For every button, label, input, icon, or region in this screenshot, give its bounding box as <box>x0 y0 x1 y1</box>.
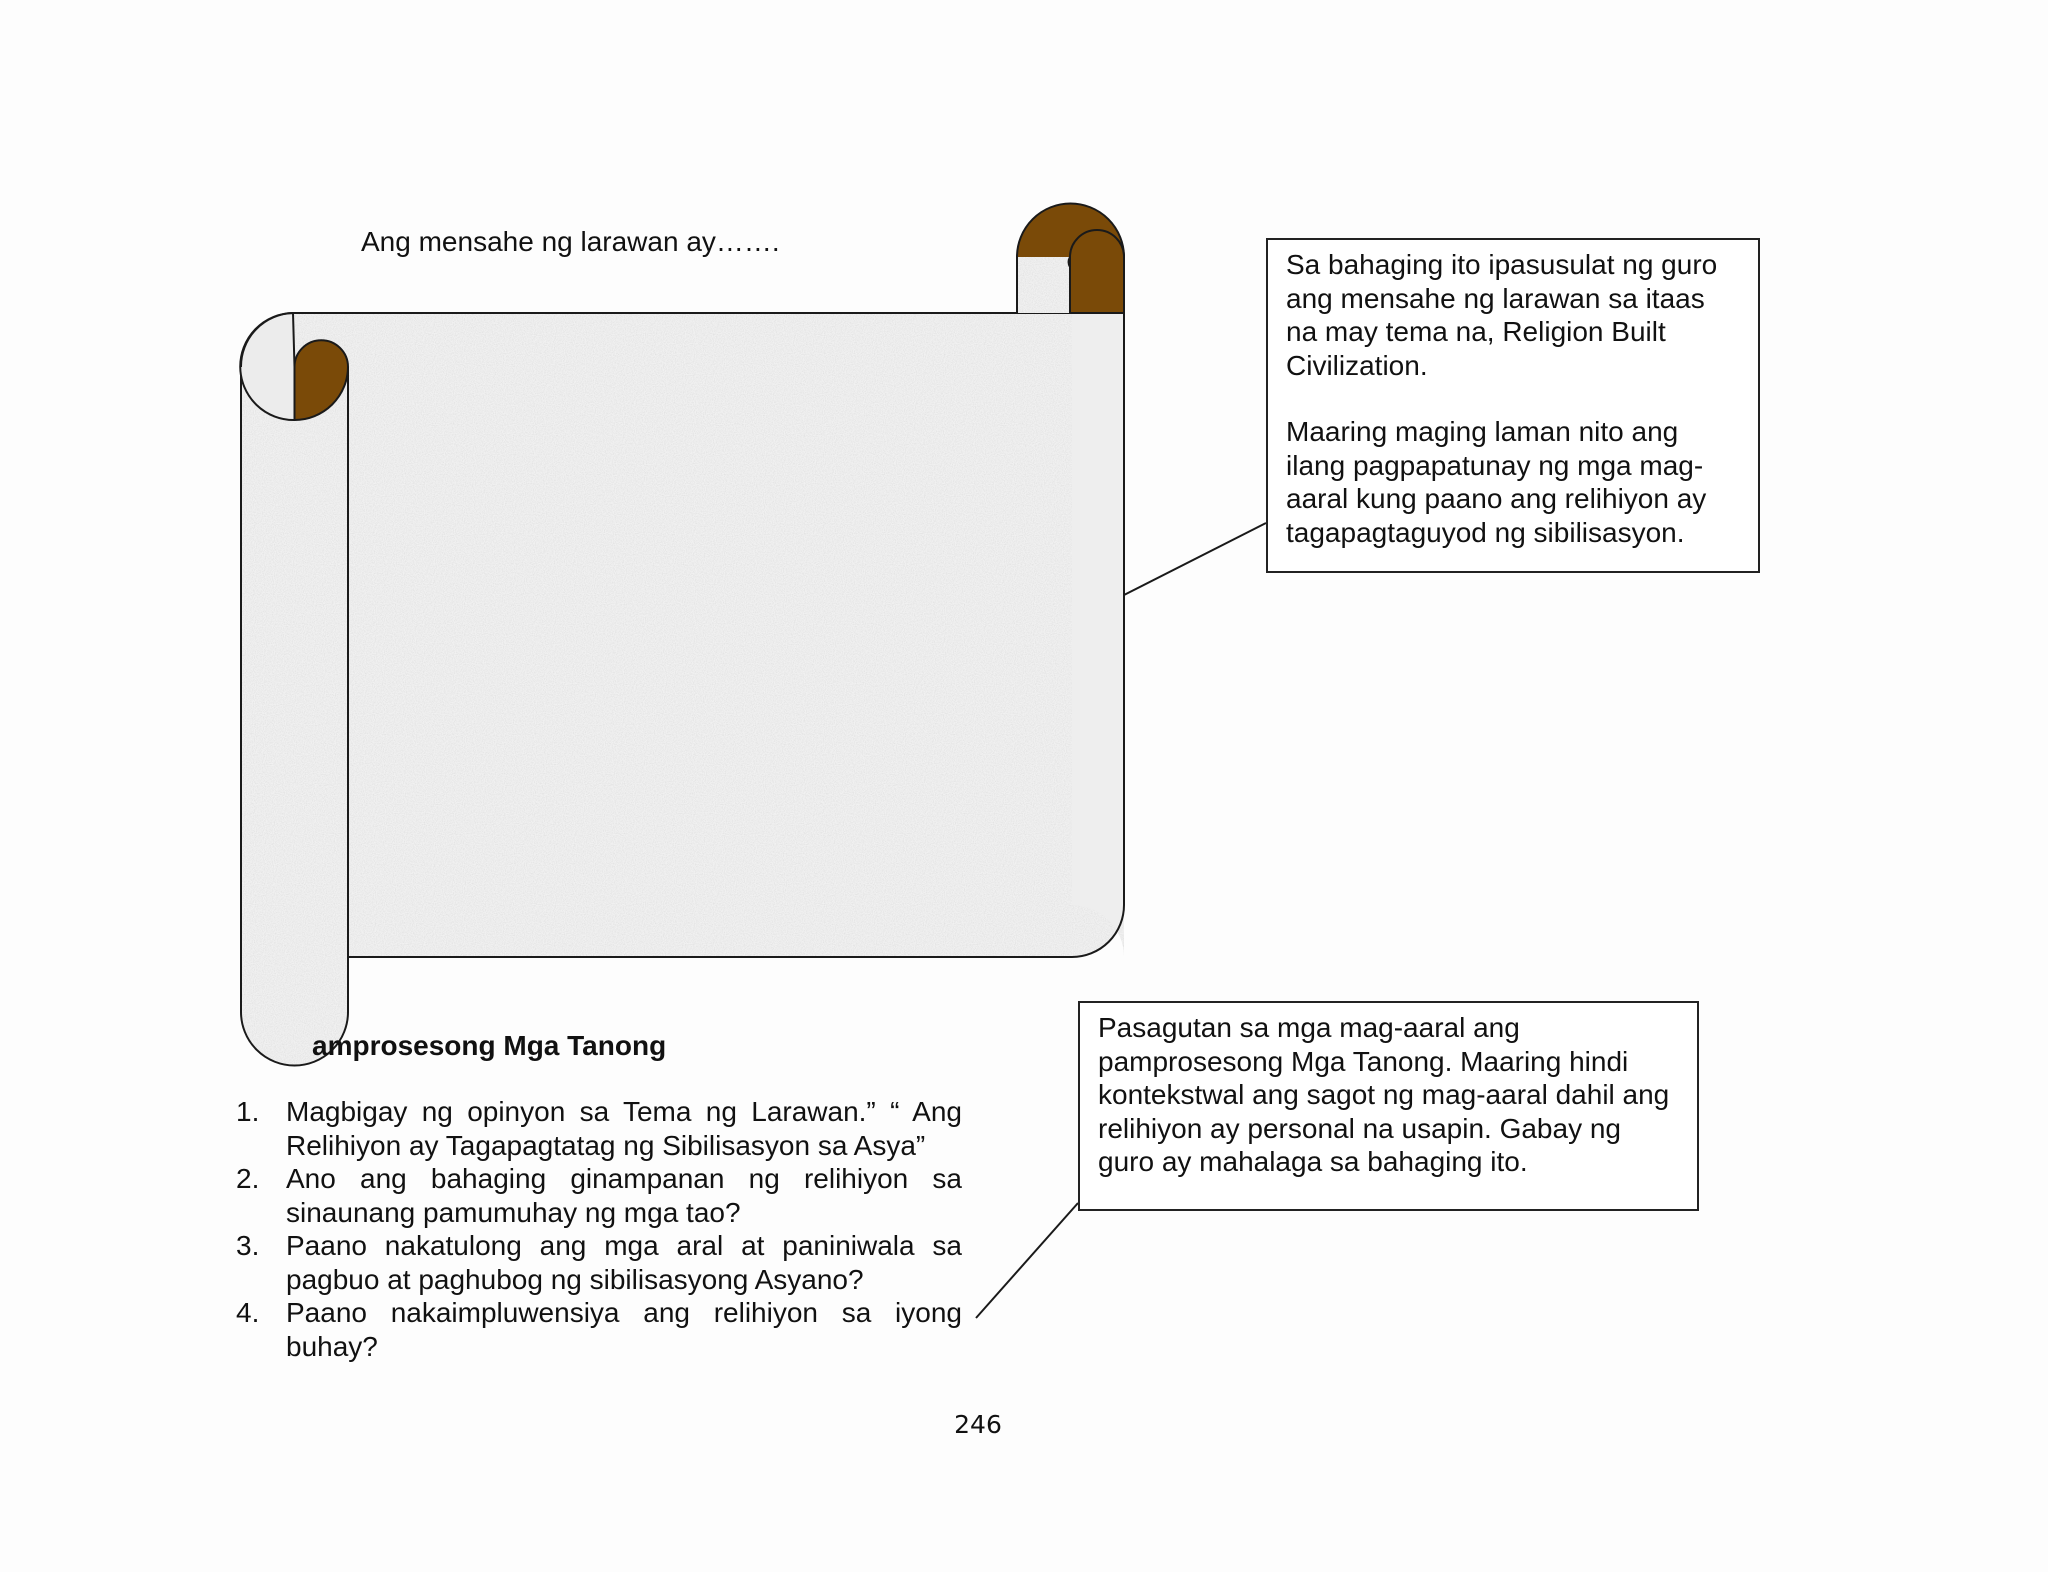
question-number: 2. <box>236 1163 260 1194</box>
scroll-top-roll <box>1017 203 1124 313</box>
question-list <box>236 1095 962 1363</box>
question-text: Paano nakatulong ang mga aral at paniniwala sa pagbuo at paghubog ng sibilisasyong Asyano? <box>286 1230 962 1295</box>
question-number: 3. <box>236 1230 260 1261</box>
question-item <box>236 1229 962 1296</box>
question-item <box>236 1162 962 1229</box>
teacher-note-top-paragraph-2: Maaring maging laman nito ang ilang pagpapatunay ng mga mag-aaral kung paano ang relihiyon ay tagapagtaguyod ng sibilisasyon. <box>1286 416 1707 548</box>
scroll-left-roll <box>240 313 348 1067</box>
scroll-body <box>293 313 1124 957</box>
question-number: 4. <box>236 1297 260 1328</box>
connector-line-top <box>1124 523 1266 595</box>
teacher-note-bottom <box>1078 1001 1699 1211</box>
question-text: Magbigay ng opinyon sa Tema ng Larawan.” “ Ang Relihiyon ay Tagapagtatag ng Sibilisasyon sa Asya” <box>286 1096 962 1161</box>
teacher-note-top-paragraph-1: Sa bahaging ito ipasusulat ng guro ang mensahe ng larawan sa itaas na may tema na, Religion Built Civilization. <box>1286 249 1718 381</box>
teacher-note-top <box>1266 238 1760 573</box>
question-text: Ano ang bahaging ginampanan ng relihiyon sa sinaunang pamumuhay ng mga tao? <box>286 1163 962 1228</box>
question-text: Paano nakaimpluwensiya ang relihiyon sa iyong buhay? <box>286 1297 962 1362</box>
section-title: amprosesong Mga Tanong <box>312 1030 667 1061</box>
question-item <box>236 1095 962 1162</box>
scroll-caption: Ang mensahe ng larawan ay……. <box>361 226 780 257</box>
question-item <box>236 1296 962 1363</box>
connector-line-bottom <box>976 1203 1078 1318</box>
question-number: 1. <box>236 1096 260 1127</box>
page-number: 246 <box>954 1410 1002 1439</box>
teacher-note-bottom-text: Pasagutan sa mga mag-aaral ang pamprosesong Mga Tanong. Maaring hindi kontekstwal ang sagot ng mag-aaral dahil ang relihiyon ay personal na usapin. Gabay ng guro ay mahalaga sa bahaging ito. <box>1098 1012 1670 1177</box>
